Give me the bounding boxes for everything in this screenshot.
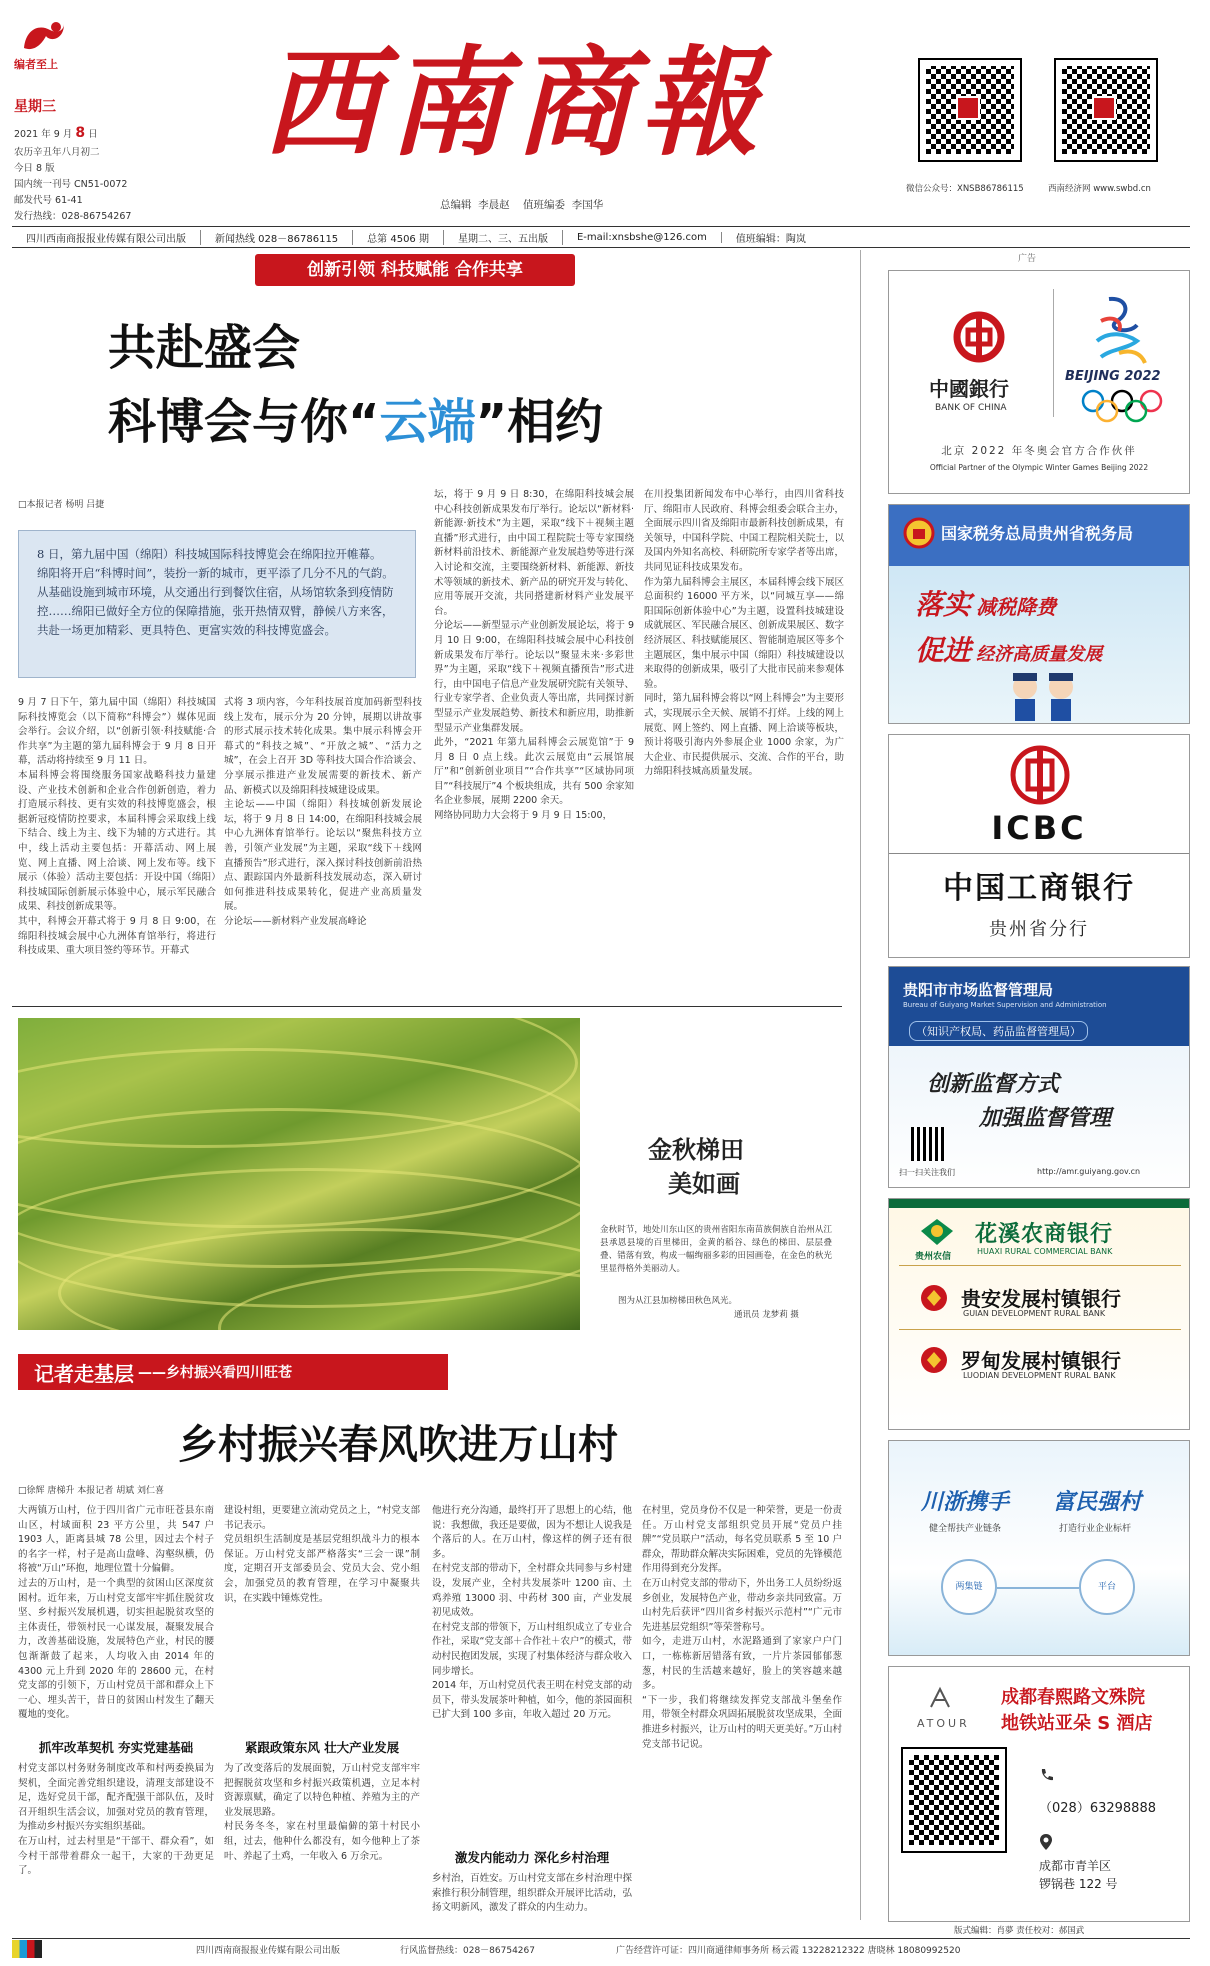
hotel-address-1: 成都市青羊区 xyxy=(1039,1859,1112,1873)
guian-bank-logo-icon xyxy=(919,1283,949,1313)
luodian-bank-logo-icon xyxy=(919,1345,949,1375)
ad-label: 广告 xyxy=(1018,254,1037,264)
olympic-rings-icon xyxy=(1079,389,1165,423)
huaxi-bank-name: 花溪农商银行 xyxy=(975,1222,1114,1247)
huaxi-bank-logo-icon xyxy=(919,1217,955,1247)
icbc-divider xyxy=(889,853,1189,854)
rural-banks-ad[interactable] xyxy=(888,1198,1190,1430)
tax-slogan-line1: 落实 减税降费 xyxy=(915,588,1057,621)
boc-name-en: BANK OF CHINA xyxy=(935,403,1007,413)
huaxi-bank-en: HUAXI RURAL COMMERCIAL BANK xyxy=(977,1247,1113,1256)
beijing-2022-emblem-icon xyxy=(1079,291,1159,371)
hotel-title-1: 成都春熙路文殊院 xyxy=(1001,1687,1145,1708)
hotel-address-2: 锣锅巷 122 号 xyxy=(1039,1877,1118,1891)
icbc-ad[interactable] xyxy=(888,734,1190,958)
ad-page-credit: 版式编辑：肖夢 责任校对：郝国武 xyxy=(954,1926,1085,1936)
story1-theme-banner: 创新引领 科技赋能 合作共享 xyxy=(255,254,575,286)
story1-column-3: 坛，将于 9 月 9 日 8:30，在绵阳科技城会展中心科技创新成果发布厅举行。论坛以“新材料·新能源·新技术”为主题，采取“线下＋视频主题直播”形式进行，由中国工程院院士等专家围绕新材料前沿技术、新能源产业发展趋势等进行深入讨论和交流，主要围绕新材料、新能源、新技术等领域的新技术、新产品的研究开发与转化、应用等展开交流，共同搭建新材料产业发展平台。 分论坛——新型显示产业创新发展论坛，将于 9 月 10 日 9:00，在绵阳科技城会展中心科技创新成果发布厅举行。论坛以“聚显未来·多彩世界”为主题，采取“线下＋视频直播预告”形式进行，由中国电子信息产业发展研究院有关领导、行业专家学者、企业负责人等出席，共同探讨新型显示产业发展趋势、新技术和新应用，助推新型显示产业集群发展。 此外，“2021 年第九届科博会云展览馆”于 9 月 8 日 0 点上线。此次云展览由“云展馆展厅”和“创新创业项目”“合作共享”“区域协同项目”“科技展厅”4 个板块组成，共有 500 余家知名企业参展，展期 2200 余天。 网络协同助力大会将于 9 月 9 日 15:00， xyxy=(434,489,634,822)
story1-title-line1: 共赴盛会 xyxy=(108,320,301,376)
weekday: 星期三 xyxy=(14,99,56,115)
market-bureau-en: Bureau of Guiyang Market Supervision and Administration xyxy=(903,1001,1107,1009)
market-supervision-ad[interactable] xyxy=(888,966,1190,1188)
market-qr-label: 扫一扫关注我们 xyxy=(899,1168,955,1177)
photo-caption: 金秋时节，地处川东山区的贵州省阳东南苗族侗族自治州从江县承恩县境的百里梯田，金黄的稻谷、绿色的梯田、层层叠叠、错落有致，构成一幅绚丽多彩的田园画卷，在金色的秋光里显得格外美丽动人。 xyxy=(600,1225,832,1274)
phone-icon xyxy=(1039,1767,1055,1783)
info-bar xyxy=(12,226,1190,248)
color-bar xyxy=(12,1940,42,1958)
huaxi-province: 贵州农信 xyxy=(915,1252,952,1262)
boc-partner-en: Official Partner of the Olympic Winter Games Beijing 2022 xyxy=(929,463,1149,472)
hotel-title-2: 地铁站亚朵 S 酒店 xyxy=(1001,1713,1153,1734)
story2-subhead-2: 紧跟政策东风 壮大产业发展 xyxy=(244,1740,400,1755)
guian-bank-name: 贵安发展村镇银行 xyxy=(961,1287,1121,1311)
cz-connector xyxy=(997,1587,1079,1589)
cn-number: 国内统一刊号 CN51-0072 xyxy=(14,179,128,190)
publisher: 四川西南商报报业传媒有限公司出版 xyxy=(12,230,201,245)
location-pin-icon xyxy=(1039,1833,1053,1851)
atour-logo-icon xyxy=(927,1685,953,1711)
cz-sub-1: 健全帮扶产业链条 xyxy=(929,1524,1002,1534)
icbc-name-en: ICBC xyxy=(991,809,1087,847)
luodian-bank-name: 罗甸发展村镇银行 xyxy=(961,1349,1121,1373)
atour-hotel-ad[interactable] xyxy=(888,1666,1190,1922)
icbc-branch: 贵州省分行 xyxy=(989,919,1089,940)
market-bureau-sub: （知识产权局、药品监督管理局） xyxy=(909,1021,1088,1041)
story2-subhead-3: 激发内能动力 深化乡村治理 xyxy=(454,1850,610,1865)
duty-editor: 值班编辑：陶岚 xyxy=(735,233,806,245)
luodian-bank-en: LUODIAN DEVELOPMENT RURAL BANK xyxy=(963,1371,1116,1380)
story2-title: 乡村振兴春风吹进万山村 xyxy=(178,1421,618,1468)
ad-column-rule xyxy=(860,250,861,1920)
news-hotline: 新闻热线 028－86786115 xyxy=(201,230,353,245)
hotel-qr-code[interactable] xyxy=(903,1749,1005,1851)
page-count: 今日 8 版 xyxy=(14,163,55,174)
boc-partner-cn: 北京 2022 年冬奥会官方合作伙伴 xyxy=(941,445,1137,457)
section-divider xyxy=(12,1006,842,1007)
rural-divider-2 xyxy=(899,1329,1181,1330)
story2-column-2b: 为了改变落后的发展面貌，万山村党支部牢牢把握脱贫攻坚和乡村振兴政策机遇，立足本村资源禀赋，确定了以特色种植、养殖为主的产业发展思路。 村民务冬冬，家在村里最偏僻的第十村民小组，过去，他种什么都没有，如今他种上了茶叶、养起了土鸡，一年收入 6 万余元。 xyxy=(224,1763,420,1862)
story2-byline: □徐辉 唐梯升 本报记者 胡斌 刘仁喜 xyxy=(18,1486,164,1496)
market-slogan-2: 加强监督管理 xyxy=(979,1105,1112,1131)
footer-rule xyxy=(12,1938,1190,1939)
newspaper-title: 西南商報 xyxy=(262,33,767,172)
publish-days: 星期二、三、五出版 xyxy=(444,230,563,245)
rural-divider-1 xyxy=(899,1265,1181,1266)
lunar-date: 农历辛丑年八月初二 xyxy=(14,147,100,158)
atour-brand: ATOUR xyxy=(917,1717,970,1730)
market-qr-code[interactable] xyxy=(911,1127,945,1161)
issue-number: 总第 4506 期 xyxy=(353,230,444,245)
rice-terrace-photo xyxy=(18,1018,580,1330)
boc-name-cn: 中國銀行 xyxy=(929,377,1009,401)
story2-column-4: 在村里，党员身份不仅是一种荣誉，更是一份责任。万山村党支部组织党员开展“党员户挂牌”“党员联户”活动，每名党员联系 5 至 10 户群众，帮助群众解决实际困难，党员的先锋模范作用得到充分发挥。 在万山村党支部的带动下，外出务工人员纷纷返乡创业，发展特色产业，带动乡亲共同致富。万山村先后获评“四川省乡村振兴示范村”“广元市先进基层党组织”等荣誉称号。 如今，走进万山村，水泥路通到了家家户户门口，一栋栋新居错落有致，一片片茶园郁郁葱葱，村民的生活越来越好，脸上的笑容越来越多。 “下一步，我们将继续发挥党支部战斗堡垒作用，带领全村群众巩固拓展脱贫攻坚成果，全面推进乡村振兴，让万山村的明天更美好。”万山村党支部书记说。 xyxy=(642,1505,842,1750)
tax-mascots-icon xyxy=(1007,671,1079,723)
newspaper-logo-icon xyxy=(20,18,66,58)
editors: 总编辑 李晨赵 值班编委 李国华 xyxy=(440,199,604,211)
footer-publisher: 四川西南商报报业传媒有限公司出版 xyxy=(196,1946,341,1956)
website-caption: 西南经济网 www.swbd.cn xyxy=(1048,184,1151,194)
footer-license: 广告经营许可证：四川商通律师事务所 杨云霞 13228212322 唐晓林 18080992520 xyxy=(616,1946,961,1956)
boc-divider xyxy=(1053,289,1054,417)
story2-column-2: 建设村组，更要建立流动党员之上，“村党支部书记表示。 党员组织生活制度是基层党组织战斗力的根本保证。万山村党支部严格落实“三会一课”制度，定期召开支部委员会、党员大会、党小组会，加强党员的教育管理，在学习中凝聚共识，在实践中锤炼党性。 xyxy=(224,1505,420,1604)
distribution-hotline: 发行热线：028-86754267 xyxy=(14,211,132,222)
tax-bureau-title: 国家税务总局贵州省税务局 xyxy=(941,524,1134,543)
footer-hotline: 行风监督热线：028－86754267 xyxy=(400,1946,535,1956)
icbc-logo-icon xyxy=(1010,745,1070,805)
story2-subhead-1: 抓牢改革契机 夯实党建基础 xyxy=(38,1740,194,1755)
tax-emblem-icon xyxy=(903,517,935,549)
market-slogan-1: 创新监督方式 xyxy=(927,1071,1060,1097)
photo-credit-line1: 图为从江县加榜梯田秋色风光。 xyxy=(618,1296,738,1306)
wechat-caption: 微信公众号：XNSB86786115 xyxy=(906,184,1024,194)
story2-column-3b: 乡村治，百姓安。万山村党支部在乡村治理中探索推行积分制管理，组织群众开展评比活动，弘扬文明新风，激发了群众的内生动力。 xyxy=(432,1873,632,1914)
slogan: 编者至上 xyxy=(14,58,58,71)
story2-section-banner: 记者走基层 ——乡村振兴看四川旺苍 xyxy=(18,1354,448,1390)
story1-byline: □本报记者 杨明 吕捷 xyxy=(18,500,105,510)
tax-bureau-ad[interactable] xyxy=(888,504,1190,724)
email: E-mail:xnsbshe@126.com xyxy=(563,232,722,243)
story1-column-1: 9 月 7 日下午，第九届中国（绵阳）科技城国际科技博览会（以下简称“科博会”）媒体见面会举行。会议介绍，以“创新引领·科技赋能·合作共享”为主题的第九届科博会于 9 月 8 日开幕，活动将持续至 9 月 11 日。 本届科博会将围绕服务国家战略科技力量建设、产业技术创新和企业合作创新创造，着力打造展示科技、更有实效的科技博览盛会，根据新冠疫情防控要求，本届科博会采取线上线下结合、线上为主、线下为辅的方式进行。其中，线上活动主要包括：开幕活动、网上展览、网上直播、网上洽谈、网上发布等。线下展示（体验）活动主要包括：开设中国（绵阳）科技城国际创新展示体验中心，展示军民融合成果、科技创新成果等。 其中，科博会开幕式将于 9 月 8 日 9:00，在绵阳科技城会展中心九洲体育馆举行，将进行科技成果、重大项目签约等环节。开幕式 xyxy=(18,697,216,957)
icbc-name-cn: 中国工商银行 xyxy=(943,871,1135,906)
market-url: http://amr.guiyang.gov.cn xyxy=(1037,1167,1141,1176)
cz-title-1: 川浙携手 xyxy=(921,1490,1010,1515)
hotel-phone: （028）63298888 xyxy=(1039,1801,1156,1816)
bank-of-china-logo-icon xyxy=(953,311,1005,363)
beijing-2022-text: BEIJING 2022 xyxy=(1065,369,1161,384)
cz-sub-2: 打造行业企业标杆 xyxy=(1059,1524,1132,1534)
story1-lede: 8 日，第九届中国（绵阳）科技城国际科技博览会在绵阳拉开帷幕。 绵阳将开启“科博时间”，装扮一新的城市，更平添了几分不凡的气韵。从基础设施到城市环境，从交通出行到餐饮住宿，从场馆软条到疫情防控……绵阳已做好全方位的保障措施，张开热情双臂，静候八方来客，共赴一场更加精彩、更具特色、更富实效的科技博览盛会。 xyxy=(18,530,416,678)
story2-column-1b: 村党支部以村务财务制度改革和村两委换届为契机，全面完善党组织建设，清理支部建设不足，选好党员干部，配齐配强干部队伍，及时召开组织生活会议，加强对党员的教育管理，为推动乡村振兴夯实组织基础。 在万山村，过去村里是“干部干、群众看”，如今村干部带着群众一起干，大家的干劲更足了。 xyxy=(18,1763,214,1877)
tax-slogan-line2: 促进 经济高质量发展 xyxy=(915,634,1103,667)
cz-node-2: 平台 xyxy=(1079,1559,1135,1615)
story2-column-1: 大两镇万山村，位于四川省广元市旺苍县东南山区，村域面积 23 平方公里，共 547 户 1903 人，距离县城 78 公里，因过去个村子的名字一样，村子是高山盘峰、沟壑纵横，仍将被“万山”环抱，地理位置十分偏僻。 过去的万山村，是一个典型的贫困山区深度贫困村。近年来，万山村党支部牢牢抓住脱贫攻坚、乡村振兴发展机遇，切实担起脱贫攻坚的主体责任，带领村民一心谋发展，凝聚发展合力，改善基础设施，发展特色产业，村民的腰包渐渐鼓了起来，人均收入由 2014 年的 4300 元上升到 2020 年的 28600 元，在村党支部的引领下，万山村党员干部和群众上下一心、埋头苦干，昔日的贫困山村发生了翻天覆地的变化。 xyxy=(18,1505,214,1721)
story2-column-3: 他进行充分沟通，最终打开了思想上的心结，他说：我想做，我还是要做，因为不想让人说我是个落后的人。在万山村，像这样的例子还有很多。 在村党支部的带动下，全村群众共同参与乡村建设，发展产业，全村共发展茶叶 1200 亩、土鸡养殖 13000 羽、中药材 300 亩，产业发展初见成效。 在村党支部的带领下，万山村组织成立了专业合作社，采取“党支部＋合作社＋农户”的模式，带动村民抱团发展，实现了村集体经济与群众收入同步增长。 2014 年，万山村党员代表王明在村党支部的动员下，带头发展茶叶种植，如今，他的茶园面积已扩大到 100 多亩，年收入超过 20 万元。 xyxy=(432,1505,632,1721)
guian-bank-en: GUIAN DEVELOPMENT RURAL BANK xyxy=(963,1309,1106,1318)
bank-of-china-ad[interactable] xyxy=(888,270,1190,494)
story1-column-4: 在川投集团新闻发布中心举行，由四川省科技厅、绵阳市人民政府、科博会组委会联合主办，全面展示四川省及绵阳市最新科技创新成果，有关领导，中国科学院、中国工程院相关院士，以及国内外知名高校、科研院所专家学者等出席，共同见证科技成果发布。 作为第九届科博会主展区，本届科博会线下展区总面积约 16000 平方米，以“同城互享——绵阳国际创新体验中心”为主题，设置科技城建设成就展区、军民融合展区、创新成果展区、数字经济展区、科技赋能展区、智能制造展区等多个主题展区，集中展示中国（绵阳）科技城建设以来取得的创新成果，吸引了大批市民前来参观体验。 同时，第九届科博会将以“网上科博会”为主要形式，实现展示全天候、展销不打烊。上线的网上展览、网上签约、网上直播、网上洽谈等板块，预计将吸引海内外参展企业 1000 余家，为广大企业、市民提供展示、交流、合作的平台，助力绵阳科技城高质量发展。 xyxy=(644,489,844,778)
wechat-qr-code[interactable] xyxy=(920,60,1020,160)
sichuan-zhejiang-ad[interactable] xyxy=(888,1440,1190,1656)
story1-title-line2: 科博会与你“云端”相约 xyxy=(108,394,604,450)
story1-column-2: 式将 3 项内容，今年科技展首度加码新型科技线上发布，展示分为 20 分钟，展期以讲故事的形式展示技术转化成果。集中展示科博会开幕式的“科技之城”、“开放之城”、“活力之城”，在会上召开 3D 等科技大国合作洽谈会、分享展示推进产业发展需要的新技术、新产品、新模式以及绵阳科技城建设成果。 主论坛——中国（绵阳）科技城创新发展论坛，将于 9 月 8 日 14:00，在绵阳科技城会展中心九洲体育馆举行。论坛以“聚焦科技方立善，引领产业发展”为主题，采取“线下＋线网直播预告”形式进行，深入探讨科技创新前沿热点、跟踪国内外最新科技发展动态，深入研讨如何推进科技成果转化，促进产业高质量发展。 分论坛——新材料产业发展高峰论 xyxy=(224,697,422,927)
website-qr-code[interactable] xyxy=(1056,60,1156,160)
issue-date: 2021 年 9 月 8 日 xyxy=(14,125,98,141)
cz-node-1: 两集链 xyxy=(941,1559,997,1615)
photo-credit-line2: 通讯员 龙梦莉 摄 xyxy=(734,1310,799,1320)
cz-title-2: 富民强村 xyxy=(1053,1490,1142,1515)
photo-title-line1: 金秋梯田 xyxy=(648,1135,744,1164)
market-bureau-title: 贵阳市市场监督管理局 xyxy=(903,981,1054,999)
postal-code: 邮发代号 61-41 xyxy=(14,195,83,206)
photo-title-line2: 美如画 xyxy=(668,1169,740,1198)
